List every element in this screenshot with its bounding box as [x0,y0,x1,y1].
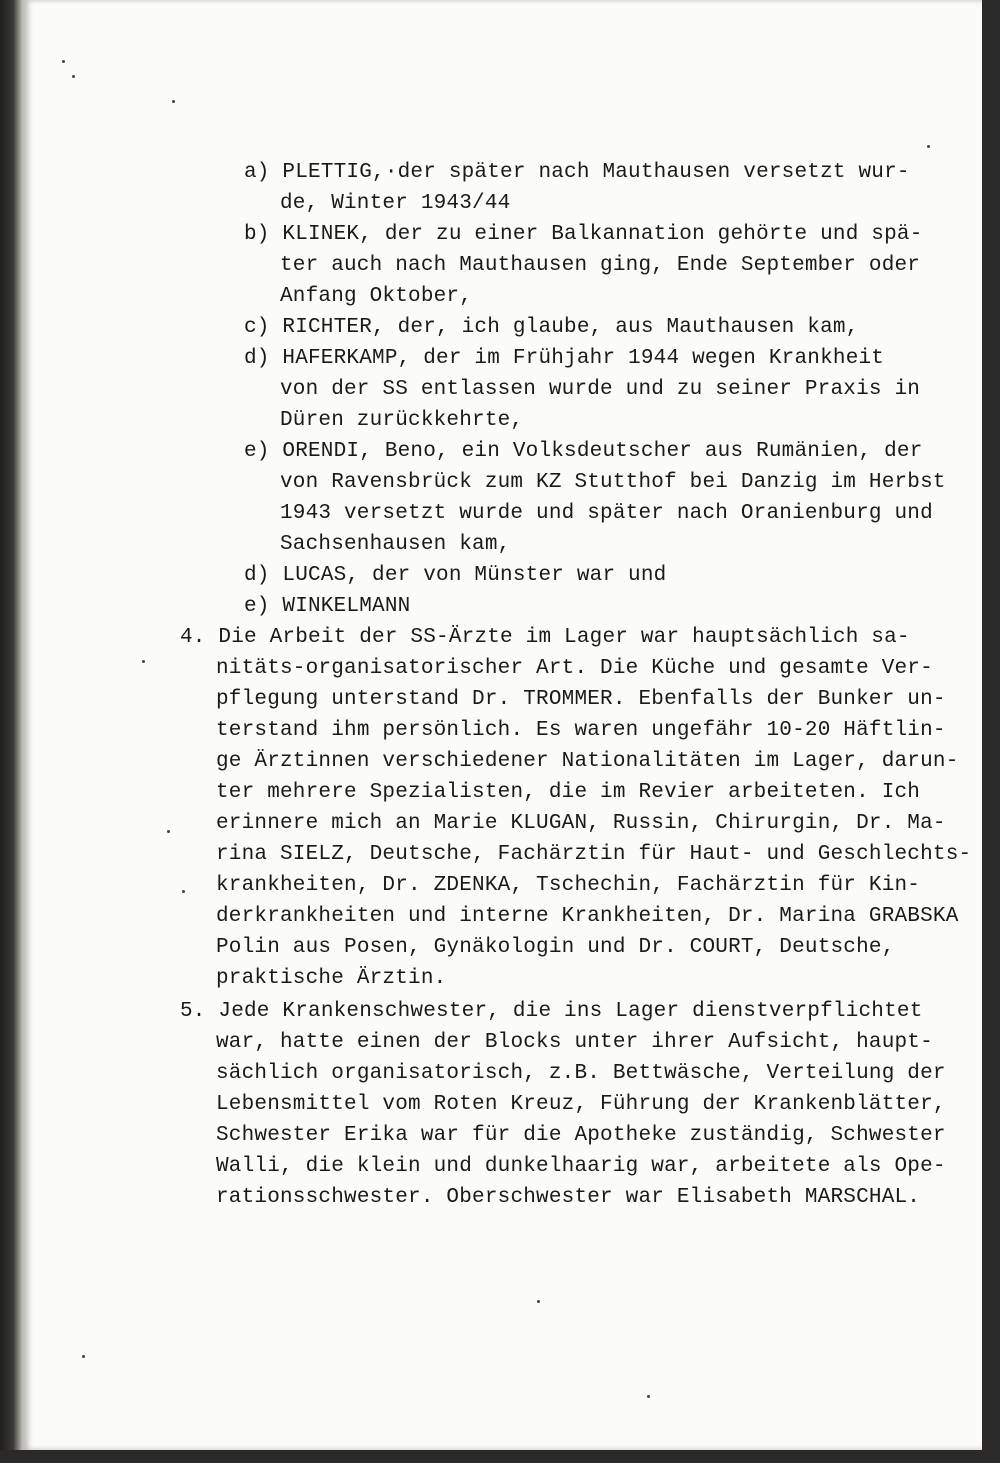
typewritten-page [22,0,982,1450]
text-line: Walli, die klein und dunkelhaarig war, arbeitete als Ope- [216,1155,946,1178]
text-line: de, Winter 1943/44 [280,192,511,215]
text-line: rina SIELZ, Deutsche, Fachärztin für Haut- und Geschlechts- [216,843,972,866]
text-line: krankheiten, Dr. ZDENKA, Tschechin, Fachärztin für Kin- [216,874,921,897]
text-line: ter mehrere Spezialisten, die im Revier arbeiteten. Ich [216,781,921,804]
text-line: praktische Ärztin. [216,967,447,990]
text-line: 4. Die Arbeit der SS-Ärzte im Lager war hauptsächlich sa- [180,626,910,649]
text-line: von der SS entlassen wurde und zu seiner Praxis in [280,378,921,401]
text-line: d) LUCAS, der von Münster war und [244,564,667,587]
paper-speck [82,1355,85,1358]
text-line: nitäts-organisatorischer Art. Die Küche und gesamte Ver- [216,657,933,680]
paper-speck [172,100,175,103]
paper-speck [142,660,145,663]
paper-speck [647,1395,650,1398]
scan-border-right [982,0,1000,1463]
text-line: sächlich organisatorisch, z.B. Bettwäsche, Verteilung der [216,1062,946,1085]
text-line: pflegung unterstand Dr. TROMMER. Ebenfalls der Bunker un- [216,688,946,711]
text-line: a) PLETTIG,·der später nach Mauthausen versetzt wur- [244,161,910,184]
document-body [22,0,982,1450]
text-line: derkrankheiten und interne Krankheiten, Dr. Marina GRABSKA [216,905,959,928]
text-line: b) KLINEK, der zu einer Balkannation gehörte und spä- [244,223,923,246]
text-line: Düren zurückkehrte, [280,409,524,432]
text-line: ter auch nach Mauthausen ging, Ende September oder [280,254,921,277]
text-line: Sachsenhausen kam, [280,533,511,556]
text-line: 5. Jede Krankenschwester, die ins Lager dienstverpflichtet [180,1000,923,1023]
text-line: Lebensmittel vom Roten Kreuz, Führung der Krankenblätter, [216,1093,946,1116]
text-line: Polin aus Posen, Gynäkologin und Dr. COURT, Deutsche, [216,936,895,959]
text-line: erinnere mich an Marie KLUGAN, Russin, Chirurgin, Dr. Ma- [216,812,946,835]
text-line: terstand ihm persönlich. Es waren ungefähr 10-20 Häftlin- [216,719,946,742]
text-line: Schwester Erika war für die Apotheke zuständig, Schwester [216,1124,946,1147]
binding-edge [0,0,22,1463]
paper-speck [72,75,75,78]
text-line: rationsschwester. Oberschwester war Elisabeth MARSCHAL. [216,1186,921,1209]
scan-border-bottom [0,1450,1000,1463]
paper-speck [927,145,930,148]
text-line: von Ravensbrück zum KZ Stutthof bei Danzig im Herbst [280,471,946,494]
text-line: e) WINKELMANN [244,595,411,618]
text-line: d) HAFERKAMP, der im Frühjahr 1944 wegen Krankheit [244,347,885,370]
paper-speck [62,60,65,63]
text-line: c) RICHTER, der, ich glaube, aus Mauthausen kam, [244,316,859,339]
paper-speck [182,890,185,893]
paper-speck [537,1300,540,1303]
text-line: ge Ärztinnen verschiedener Nationalitäten im Lager, darun- [216,750,959,773]
text-line: Anfang Oktober, [280,285,473,308]
text-line: 1943 versetzt wurde und später nach Oranienburg und [280,502,933,525]
text-line: e) ORENDI, Beno, ein Volksdeutscher aus Rumänien, der [244,440,923,463]
text-line: war, hatte einen der Blocks unter ihrer Aufsicht, haupt- [216,1031,933,1054]
paper-speck [167,830,170,833]
